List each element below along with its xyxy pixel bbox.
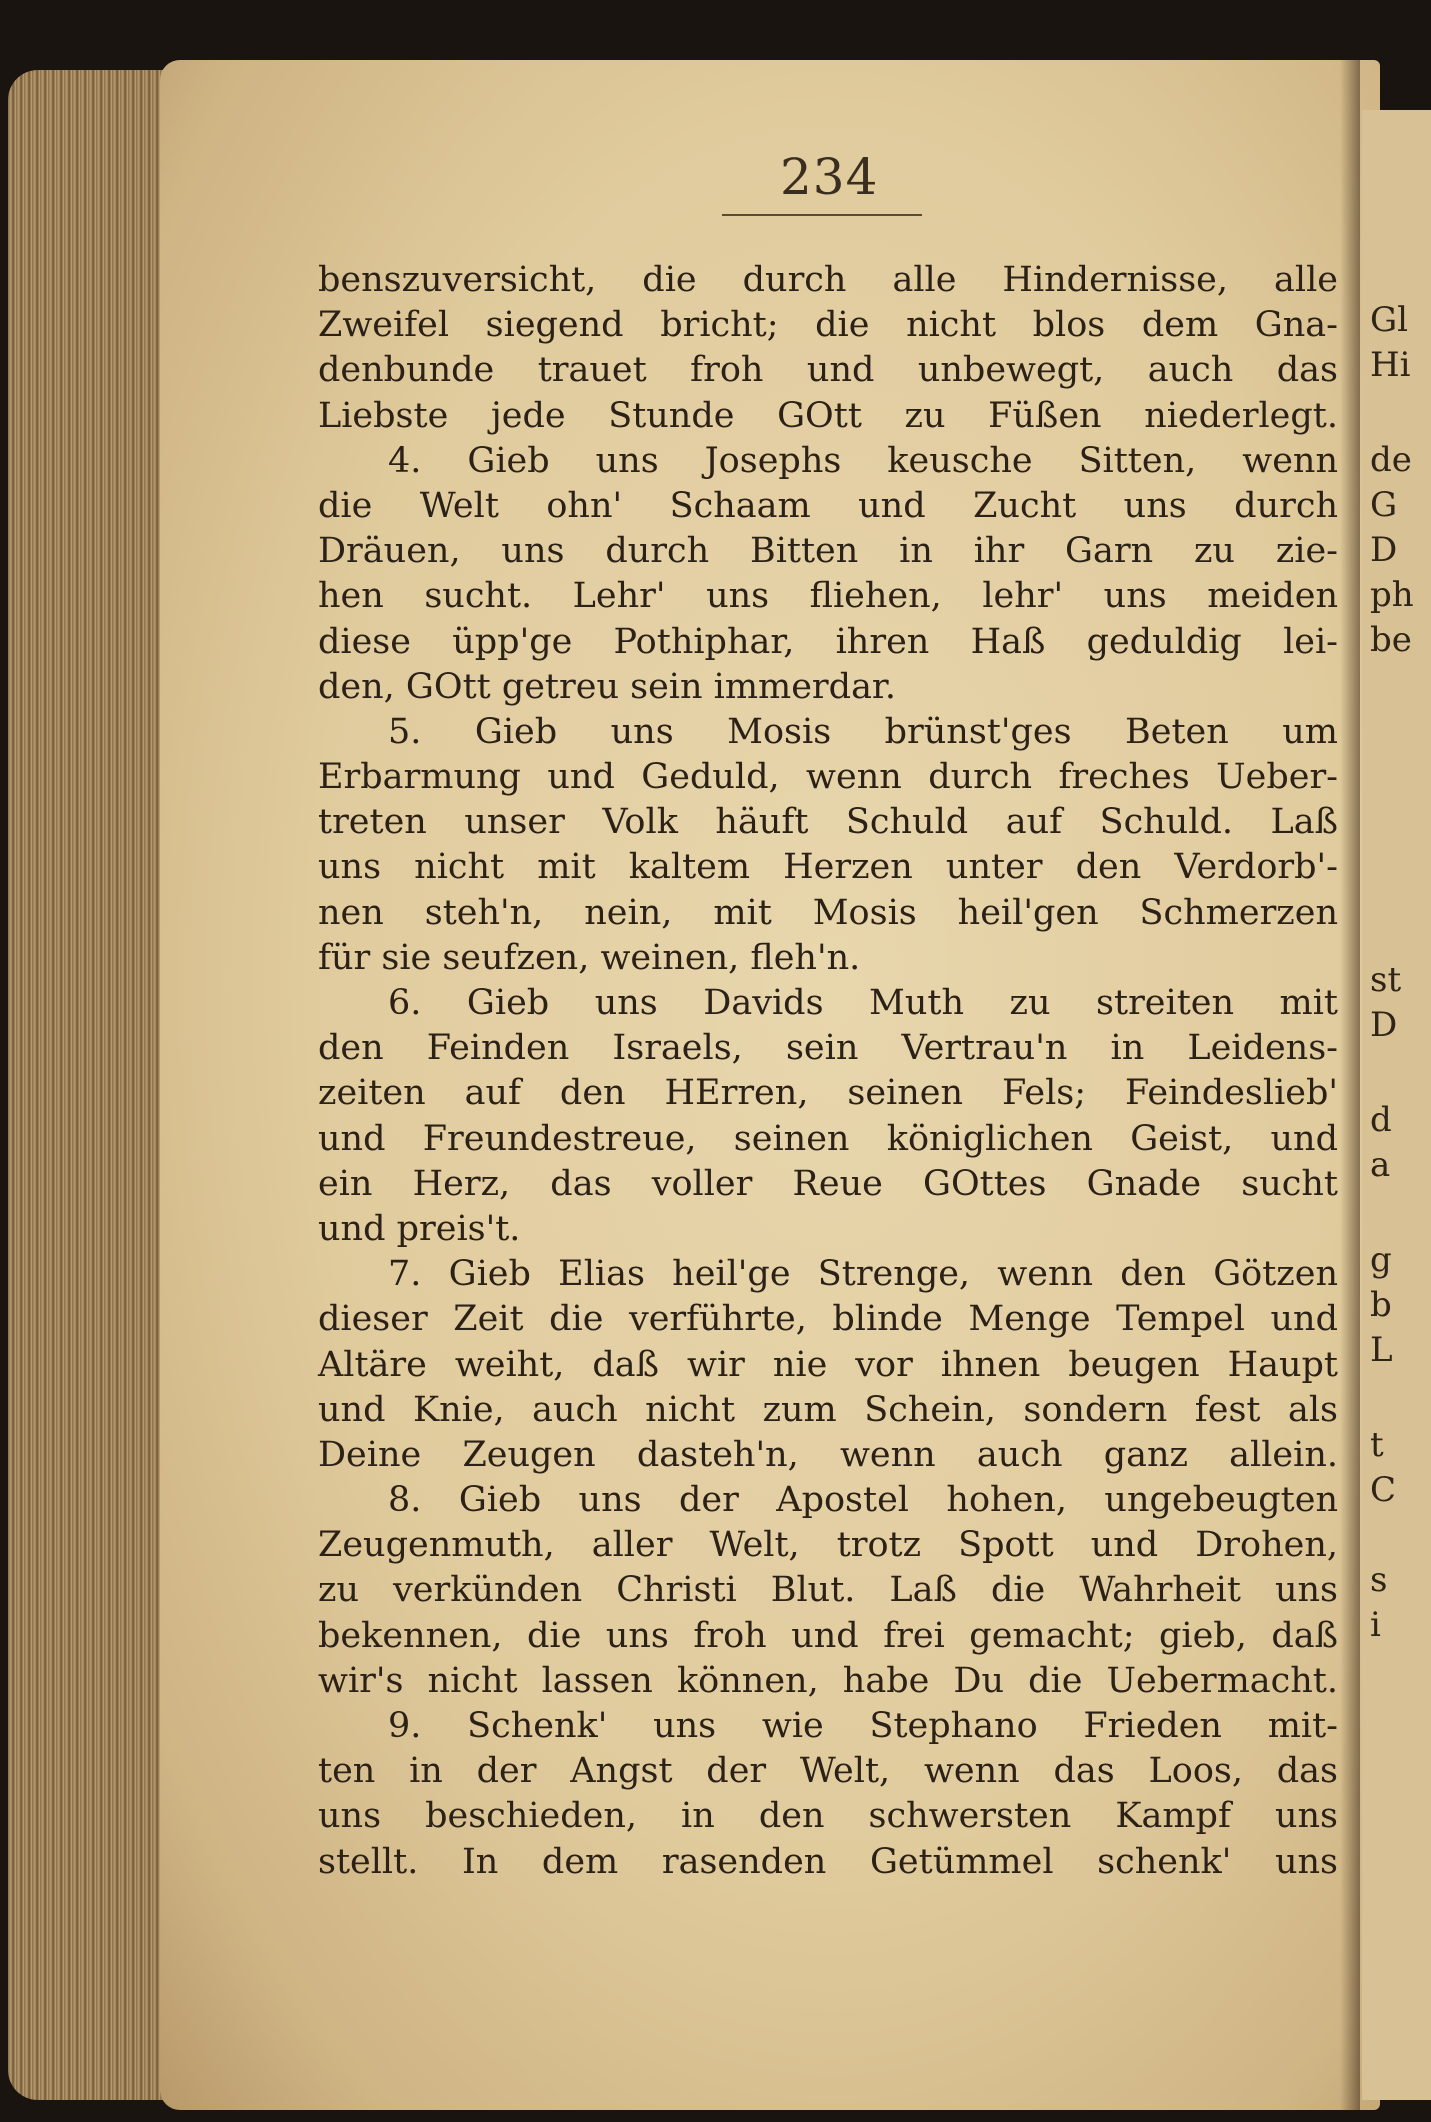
text-line: und Knie, auch nicht zum Schein, sondern fest als [318, 1389, 1338, 1430]
text-line: denbunde trauet froh und unbewegt, auch das [318, 350, 1338, 391]
text-line: bekennen, die uns froh und frei gemacht; gieb, daß [318, 1615, 1338, 1656]
text-line: die Welt ohn' Schaam und Zucht uns durch [318, 485, 1338, 526]
book-gutter [1340, 60, 1360, 2110]
text-line: stellt. In dem rasenden Getümmel schenk' uns [318, 1841, 1338, 1882]
text-line: hen sucht. Lehr' uns fliehen, lehr' uns meiden [318, 576, 1338, 617]
text-line: nen steh'n, nein, mit Mosis heil'gen Schmerzen [318, 892, 1338, 933]
text-line: und Freundestreue, seinen königlichen Geist, und [318, 1118, 1338, 1159]
next-page-fragment: d [1370, 1100, 1392, 1140]
next-page-fragment: C [1370, 1470, 1397, 1510]
text-line: den Feinden Israels, sein Vertrau'n in Leidens- [318, 1028, 1338, 1069]
text-line: für sie seufzen, weinen, fleh'n. [318, 937, 861, 978]
next-page-fragment: D [1370, 1005, 1398, 1045]
next-page-fragment: t [1370, 1425, 1384, 1465]
text-line: Zweifel siegend bricht; die nicht blos dem Gna- [318, 305, 1338, 346]
text-line: dieser Zeit die verführte, blinde Menge Tempel und [318, 1299, 1338, 1340]
text-line: Erbarmung und Geduld, wenn durch freches Ueber- [318, 757, 1338, 798]
next-page-fragment: b [1370, 1285, 1392, 1325]
page-body [318, 258, 1338, 1885]
text-line: den, GOtt getreu sein immerdar. [318, 666, 896, 707]
next-page-edge [1362, 110, 1431, 2100]
text-line: Liebste jede Stunde GOtt zu Füßen niederlegt. [318, 395, 1338, 436]
text-line: Deine Zeugen dasteh'n, wenn auch ganz allein. [318, 1434, 1338, 1475]
text-line: 8. Gieb uns der Apostel hohen, ungebeugten [388, 1480, 1338, 1521]
text-line: uns nicht mit kaltem Herzen unter den Verdorb'- [318, 847, 1338, 888]
text-line: treten unser Volk häuft Schuld auf Schuld. Laß [318, 802, 1338, 843]
text-line: diese üpp'ge Pothiphar, ihren Haß geduldig lei- [318, 621, 1338, 662]
text-line: wir's nicht lassen können, habe Du die Uebermacht. [318, 1660, 1338, 1701]
text-line: zu verkünden Christi Blut. Laß die Wahrheit uns [318, 1570, 1338, 1611]
text-line: 9. Schenk' uns wie Stephano Frieden mit- [388, 1706, 1338, 1746]
next-page-fragment: i [1370, 1605, 1381, 1645]
next-page-fragment: G [1370, 485, 1398, 525]
header-rule [722, 214, 922, 216]
next-page-fragment: a [1370, 1145, 1391, 1185]
text-line: Zeugenmuth, aller Welt, trotz Spott und Drohen, [318, 1525, 1338, 1566]
next-page-fragment: Gl [1370, 300, 1409, 340]
text-line: und preis't. [318, 1208, 521, 1249]
next-page-fragment: Hi [1370, 345, 1411, 385]
next-page-fragment: de [1370, 440, 1412, 480]
next-page-fragment: st [1370, 960, 1402, 1000]
text-line: ten in der Angst der Welt, wenn das Loos, das [318, 1751, 1338, 1792]
text-line: Dräuen, uns durch Bitten in ihr Garn zu zie- [318, 531, 1338, 572]
next-page-fragment: L [1370, 1330, 1393, 1370]
next-page-fragment: ph [1370, 575, 1414, 615]
page-edges [8, 70, 178, 2100]
text-line: 7. Gieb Elias heil'ge Strenge, wenn den Götzen [388, 1254, 1338, 1295]
next-page-fragment: be [1370, 620, 1412, 660]
text-line: uns beschieden, in den schwersten Kampf uns [318, 1796, 1338, 1837]
next-page-fragment: s [1370, 1560, 1388, 1600]
page-number: 234 [780, 148, 879, 206]
next-page-fragment: g [1370, 1240, 1392, 1280]
next-page-fragment: D [1370, 530, 1398, 570]
text-line: 5. Gieb uns Mosis brünst'ges Beten um [388, 711, 1338, 752]
text-line: 6. Gieb uns Davids Muth zu streiten mit [388, 983, 1338, 1023]
text-line: 4. Gieb uns Josephs keusche Sitten, wenn [388, 440, 1338, 481]
text-line: Altäre weiht, daß wir nie vor ihnen beugen Haupt [318, 1344, 1338, 1385]
text-line: ein Herz, das voller Reue GOttes Gnade sucht [318, 1163, 1338, 1204]
text-line: benszuversicht, die durch alle Hindernisse, alle [318, 260, 1338, 300]
text-line: zeiten auf den HErren, seinen Fels; Feindeslieb' [318, 1073, 1338, 1114]
